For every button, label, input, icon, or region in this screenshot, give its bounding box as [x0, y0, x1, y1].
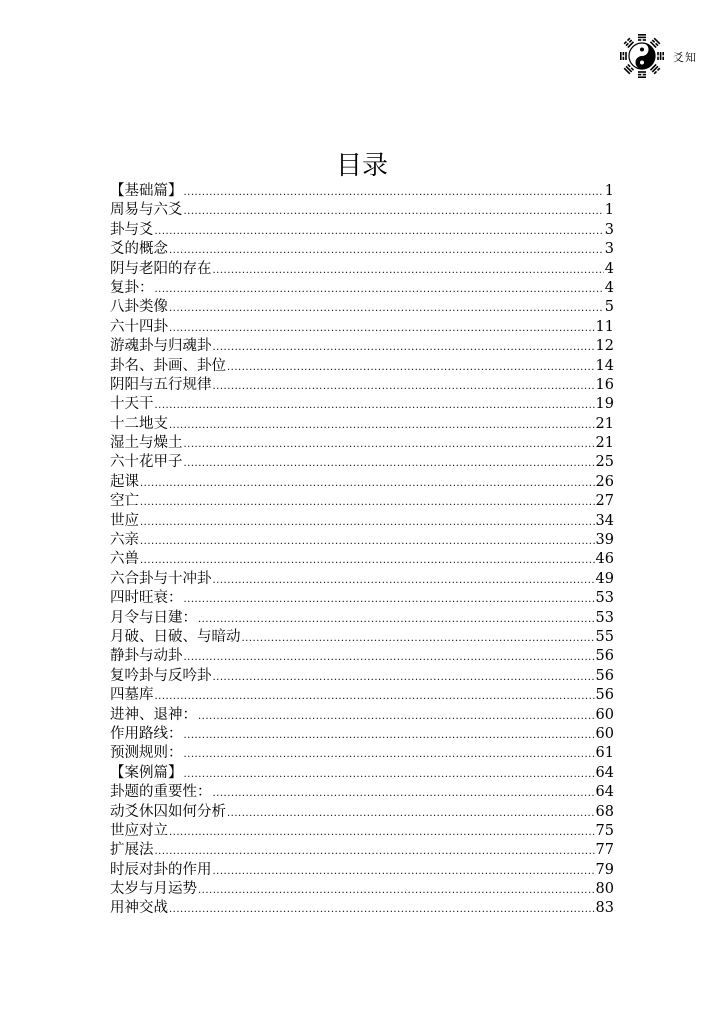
toc-leader-dots [169, 416, 595, 435]
toc-entry-label: 爻的概念 [110, 241, 168, 258]
toc-entry-label: 【基础篇】 [110, 183, 183, 199]
toc-entry-page: 39 [595, 532, 614, 549]
toc-entry-label: 卦题的重要性： [110, 784, 212, 801]
toc-entry-label: 扩展法 [110, 842, 154, 859]
toc-entry-label: 时辰对卦的作用 [110, 861, 212, 878]
toc-entry[interactable] [110, 647, 614, 666]
toc-entry-label: 用神交战 [110, 900, 168, 917]
toc-entry[interactable] [110, 298, 614, 317]
toc-leader-dots [155, 687, 595, 706]
toc-leader-dots [169, 900, 595, 919]
toc-entry-label: 四时旺衰： [110, 590, 183, 607]
toc-entry[interactable] [110, 628, 614, 647]
toc-entry-page: 60 [595, 706, 614, 723]
toc-entry[interactable] [110, 764, 614, 783]
toc-entry-page: 21 [595, 435, 614, 452]
toc-entry[interactable] [110, 434, 614, 453]
toc-entry-label: 月令与日建： [110, 609, 197, 626]
toc-entry-page: 77 [595, 842, 614, 859]
toc-leader-dots [213, 862, 595, 881]
toc-entry-page: 46 [595, 551, 614, 568]
toc-entry-page: 14 [595, 357, 614, 374]
toc-entry[interactable] [110, 260, 614, 279]
toc-leader-dots [169, 299, 604, 318]
toc-entry[interactable] [110, 357, 614, 376]
toc-entry-label: 六亲 [110, 532, 139, 549]
toc-entry-label: 湿土与燥土 [110, 435, 183, 452]
toc-entry-label: 卦名、卦画、卦位 [110, 357, 226, 374]
toc-entry-label: 【案例篇】 [110, 764, 183, 781]
toc-entry-page: 53 [595, 590, 614, 607]
toc-entry-page: 4 [604, 279, 614, 296]
toc-leader-dots [213, 784, 595, 803]
toc-leader-dots [155, 842, 595, 861]
toc-entry[interactable] [110, 841, 614, 860]
toc-entry[interactable] [110, 182, 614, 201]
toc-leader-dots [140, 532, 595, 551]
toc-entry-page: 19 [595, 396, 614, 413]
toc-leader-dots [155, 280, 604, 299]
toc-entry-label: 动爻休囚如何分析 [110, 803, 226, 820]
toc-entry-label: 六十四卦 [110, 318, 168, 335]
toc-entry-page: 3 [604, 241, 614, 258]
toc-entry-label: 阴与老阳的存在 [110, 260, 212, 277]
toc-entry[interactable] [110, 706, 614, 725]
toc-leader-dots [184, 765, 595, 784]
toc-entry-page: 56 [595, 667, 614, 684]
toc-leader-dots [213, 377, 595, 396]
toc-entry-label: 八卦类像 [110, 299, 168, 316]
toc-entry[interactable] [110, 783, 614, 802]
toc-entry-page: 5 [604, 299, 614, 316]
toc-entry-page: 21 [595, 415, 614, 432]
toc-entry-label: 游魂卦与归魂卦 [110, 338, 212, 355]
toc-leader-dots [155, 396, 595, 415]
toc-entry-label: 预测规则： [110, 745, 183, 762]
toc-leader-dots [184, 202, 604, 221]
toc-entry-label: 六兽 [110, 551, 139, 568]
toc-entry-label: 进神、退神： [110, 706, 197, 723]
toc-leader-dots [227, 804, 595, 823]
toc-leader-dots [184, 590, 595, 609]
toc-entry-page: 12 [595, 338, 614, 355]
toc-entry-label: 空亡 [110, 493, 139, 510]
toc-leader-dots [169, 823, 595, 842]
toc-entry[interactable] [110, 279, 614, 298]
toc-entry-page: 27 [595, 493, 614, 510]
toc-entry[interactable] [110, 550, 614, 569]
toc-entry-label: 起课 [110, 473, 139, 490]
toc-entry-page: 56 [595, 648, 614, 665]
toc-entry-label: 四墓库 [110, 687, 154, 704]
toc-leader-dots [140, 551, 595, 570]
toc-entry-page: 3 [604, 221, 614, 238]
toc-entry-label: 静卦与动卦 [110, 648, 183, 665]
toc-entry-label: 世应对立 [110, 822, 168, 839]
toc-leader-dots [184, 454, 595, 473]
toc-entry[interactable] [110, 589, 614, 608]
toc-entry-page: 75 [595, 822, 614, 839]
toc-entry[interactable] [110, 492, 614, 511]
toc-entry-page: 61 [595, 745, 614, 762]
toc-entry[interactable] [110, 201, 614, 220]
toc-leader-dots [140, 493, 595, 512]
toc-entry-label: 太岁与月运势 [110, 881, 197, 898]
toc-entry[interactable] [110, 512, 614, 531]
toc-leader-dots [184, 183, 604, 202]
toc-leader-dots [242, 629, 595, 648]
toc-entry[interactable] [110, 453, 614, 472]
toc-leader-dots [198, 610, 595, 629]
toc-entry-page: 60 [595, 725, 614, 742]
toc-entry[interactable] [110, 609, 614, 628]
toc-entry-page: 64 [595, 784, 614, 801]
toc-entry-label: 六合卦与十冲卦 [110, 570, 212, 587]
toc-entry[interactable] [110, 318, 614, 337]
toc-leader-dots [169, 241, 604, 260]
toc-entry-page: 4 [604, 260, 614, 277]
toc-leader-dots [213, 571, 595, 590]
toc-leader-dots [213, 668, 595, 687]
toc-entry-page: 68 [595, 803, 614, 820]
toc-leader-dots [184, 435, 595, 454]
toc-entry-label: 阴阳与五行规律 [110, 376, 212, 393]
toc-entry-page: 83 [595, 900, 614, 917]
toc-entry-label: 世应 [110, 512, 139, 529]
toc-entry-label: 十天干 [110, 396, 154, 413]
page-title: 目录 [335, 151, 388, 182]
table-of-contents [110, 182, 614, 919]
toc-entry[interactable] [110, 686, 614, 705]
toc-leader-dots [184, 726, 595, 745]
toc-entry-label: 复卦： [110, 279, 154, 296]
toc-entry[interactable] [110, 531, 614, 550]
toc-leader-dots [213, 338, 595, 357]
toc-entry[interactable] [110, 473, 614, 492]
toc-entry-label: 十二地支 [110, 415, 168, 432]
toc-entry-page: 1 [604, 202, 614, 219]
toc-entry-label: 复吟卦与反吟卦 [110, 667, 212, 684]
toc-leader-dots [198, 881, 595, 900]
toc-entry-page: 79 [595, 861, 614, 878]
toc-entry-label: 作用路线： [110, 725, 183, 742]
toc-entry-page: 11 [595, 318, 614, 335]
toc-entry-page: 1 [604, 183, 614, 199]
toc-leader-dots [155, 222, 604, 241]
toc-entry-page: 53 [595, 609, 614, 626]
toc-entry-page: 64 [595, 764, 614, 781]
toc-entry-page: 26 [595, 473, 614, 490]
toc-entry[interactable] [110, 880, 614, 899]
toc-entry-page: 55 [595, 628, 614, 645]
toc-entry[interactable] [110, 337, 614, 356]
toc-entry-page: 16 [595, 376, 614, 393]
toc-entry[interactable] [110, 415, 614, 434]
toc-entry-page: 56 [595, 687, 614, 704]
toc-entry[interactable] [110, 395, 614, 414]
toc-entry-page: 80 [595, 881, 614, 898]
toc-entry-page: 34 [595, 512, 614, 529]
toc-leader-dots [184, 745, 595, 764]
toc-entry-page: 25 [595, 454, 614, 471]
toc-entry[interactable] [110, 376, 614, 395]
yin-yang-bagua-logo-icon [619, 33, 665, 79]
toc-entry-label: 卦与爻 [110, 221, 154, 238]
toc-entry[interactable] [110, 803, 614, 822]
toc-entry-page: 49 [595, 570, 614, 587]
toc-entry-label: 六十花甲子 [110, 454, 183, 471]
toc-leader-dots [169, 319, 595, 338]
toc-entry[interactable] [110, 221, 614, 240]
toc-leader-dots [227, 358, 595, 377]
toc-leader-dots [140, 474, 595, 493]
toc-leader-dots [184, 648, 595, 667]
toc-entry[interactable] [110, 861, 614, 880]
toc-entry[interactable] [110, 899, 614, 918]
toc-entry[interactable] [110, 725, 614, 744]
toc-entry[interactable] [110, 822, 614, 841]
toc-entry[interactable] [110, 744, 614, 763]
toc-entry[interactable] [110, 240, 614, 259]
toc-leader-dots [213, 261, 604, 280]
toc-leader-dots [140, 513, 595, 532]
toc-entry[interactable] [110, 667, 614, 686]
toc-entry-label: 周易与六爻 [110, 202, 183, 219]
toc-entry[interactable] [110, 570, 614, 589]
toc-entry-label: 月破、日破、与暗动 [110, 628, 241, 645]
brand-name: 爻知 [673, 51, 697, 64]
toc-leader-dots [198, 707, 595, 726]
